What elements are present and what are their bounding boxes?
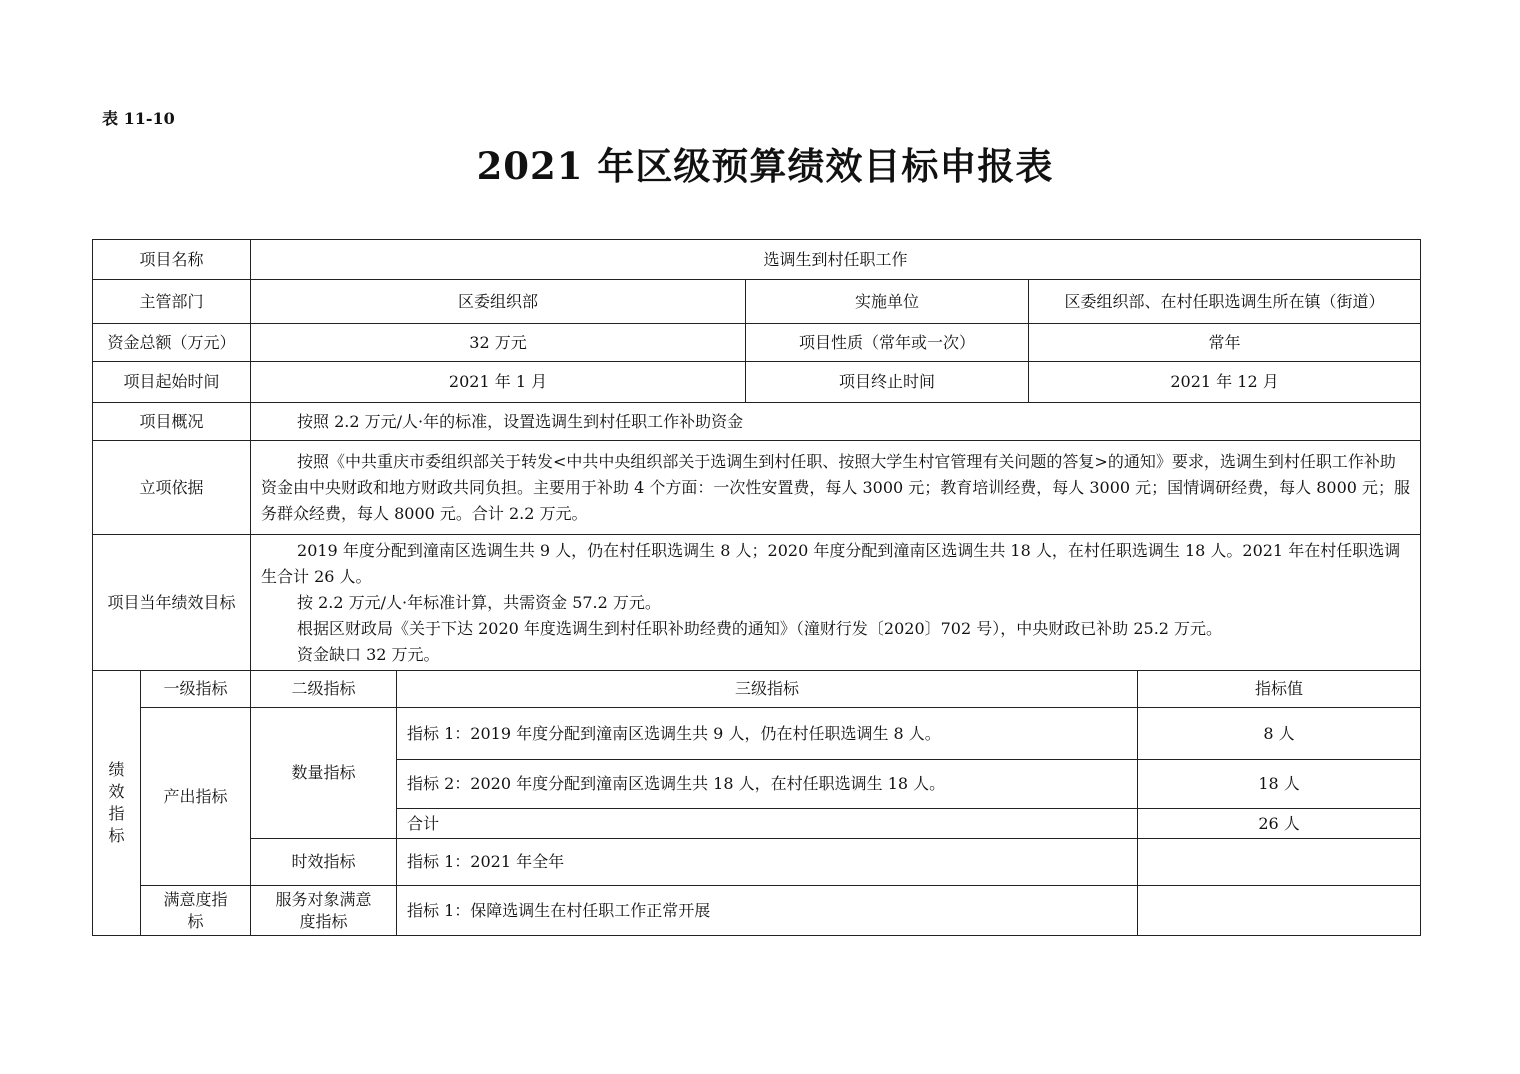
row-overview (93, 403, 1421, 441)
end-time-label: 项目终止时间 (746, 362, 1029, 403)
goal-line: 按 2.2 万元/人·年标准计算，共需资金 57.2 万元。 (297, 592, 661, 612)
goal-line: 2019 年度分配到潼南区选调生共 9 人，仍在村任职选调生 8 人；2020 年度分配到潼南区选调生共 18 人，在村任职选调生 18 人。2021 年在村任职选调生合计 26 人。 (261, 540, 1401, 586)
row-indicator-headers (93, 671, 1421, 708)
project-nature-label: 项目性质（常年或一次） (746, 324, 1029, 362)
annual-goal-label: 项目当年绩效目标 (93, 535, 251, 671)
basis-label: 立项依据 (93, 441, 251, 535)
row-timeframe (93, 362, 1421, 403)
row-quantity-1 (93, 708, 1421, 760)
table-number: 表 11-10 (102, 109, 175, 128)
performance-indicators-label: 绩效指标 (93, 671, 141, 936)
timeliness-indicator-1: 指标 1：2021 年全年 (397, 839, 1138, 886)
fund-total-label: 资金总额（万元） (93, 324, 251, 362)
service-satisfaction-label: 服务对象满意度指标 (251, 886, 397, 936)
value-header: 指标值 (1138, 671, 1421, 708)
row-project-name (93, 240, 1421, 280)
satisfaction-indicator-label: 满意度指标 (141, 886, 251, 936)
goal-line: 资金缺口 32 万元。 (297, 644, 440, 664)
overview-label: 项目概况 (93, 403, 251, 441)
level1-header: 一级指标 (141, 671, 251, 708)
timeliness-indicator-1-value (1138, 839, 1421, 886)
start-time-label: 项目起始时间 (93, 362, 251, 403)
satisfaction-indicator-1-value (1138, 886, 1421, 936)
output-indicator-label: 产出指标 (141, 708, 251, 886)
row-fund (93, 324, 1421, 362)
quantity-indicator-1-value: 8 人 (1138, 708, 1421, 760)
document-title: 2021 年区级预算绩效目标申报表 (476, 144, 1054, 188)
quantity-total-value: 26 人 (1138, 809, 1421, 839)
implementing-unit-label: 实施单位 (746, 280, 1029, 324)
overview-value: 按照 2.2 万元/人·年的标准，设置选调生到村任职工作补助资金 (251, 403, 1421, 441)
level2-header: 二级指标 (251, 671, 397, 708)
quantity-indicator-label: 数量指标 (251, 708, 397, 839)
budget-performance-table (92, 239, 1421, 936)
row-timeliness (93, 839, 1421, 886)
goal-line: 根据区财政局《关于下达 2020 年度选调生到村任职补助经费的通知》（潼财行发〔2020〕702 号），中央财政已补助 25.2 万元。 (297, 618, 1223, 638)
department-value: 区委组织部 (251, 280, 746, 324)
project-name-value: 选调生到村任职工作 (251, 240, 1421, 280)
row-annual-goal (93, 535, 1421, 671)
satisfaction-indicator-1: 指标 1：保障选调生在村任职工作正常开展 (397, 886, 1138, 936)
row-satisfaction (93, 886, 1421, 936)
annual-goal-value (251, 535, 1421, 671)
quantity-total-label: 合计 (397, 809, 1138, 839)
quantity-indicator-2-value: 18 人 (1138, 760, 1421, 809)
project-name-label: 项目名称 (93, 240, 251, 280)
end-time-value: 2021 年 12 月 (1029, 362, 1421, 403)
project-nature-value: 常年 (1029, 324, 1421, 362)
implementing-unit-value: 区委组织部、在村任职选调生所在镇（街道） (1029, 280, 1421, 324)
basis-value: 按照《中共重庆市委组织部关于转发<中共中央组织部关于选调生到村任职、按照大学生村官管理有关问题的答复>的通知》要求，选调生到村任职工作补助资金由中央财政和地方财政共同负担。主要用于补助 4 个方面：一次性安置费，每人 3000 元；教育培训经费，每人 3000 元；国情调研经费，每人 8000 元；服务群众经费，每人 8000 元。合计 2.2 万元。 (251, 441, 1421, 535)
level3-header: 三级指标 (397, 671, 1138, 708)
quantity-indicator-1: 指标 1：2019 年度分配到潼南区选调生共 9 人，仍在村任职选调生 8 人。 (397, 708, 1138, 760)
row-basis (93, 441, 1421, 535)
fund-total-value: 32 万元 (251, 324, 746, 362)
row-department (93, 280, 1421, 324)
start-time-value: 2021 年 1 月 (251, 362, 746, 403)
timeliness-indicator-label: 时效指标 (251, 839, 397, 886)
quantity-indicator-2: 指标 2：2020 年度分配到潼南区选调生共 18 人，在村任职选调生 18 人。 (397, 760, 1138, 809)
department-label: 主管部门 (93, 280, 251, 324)
